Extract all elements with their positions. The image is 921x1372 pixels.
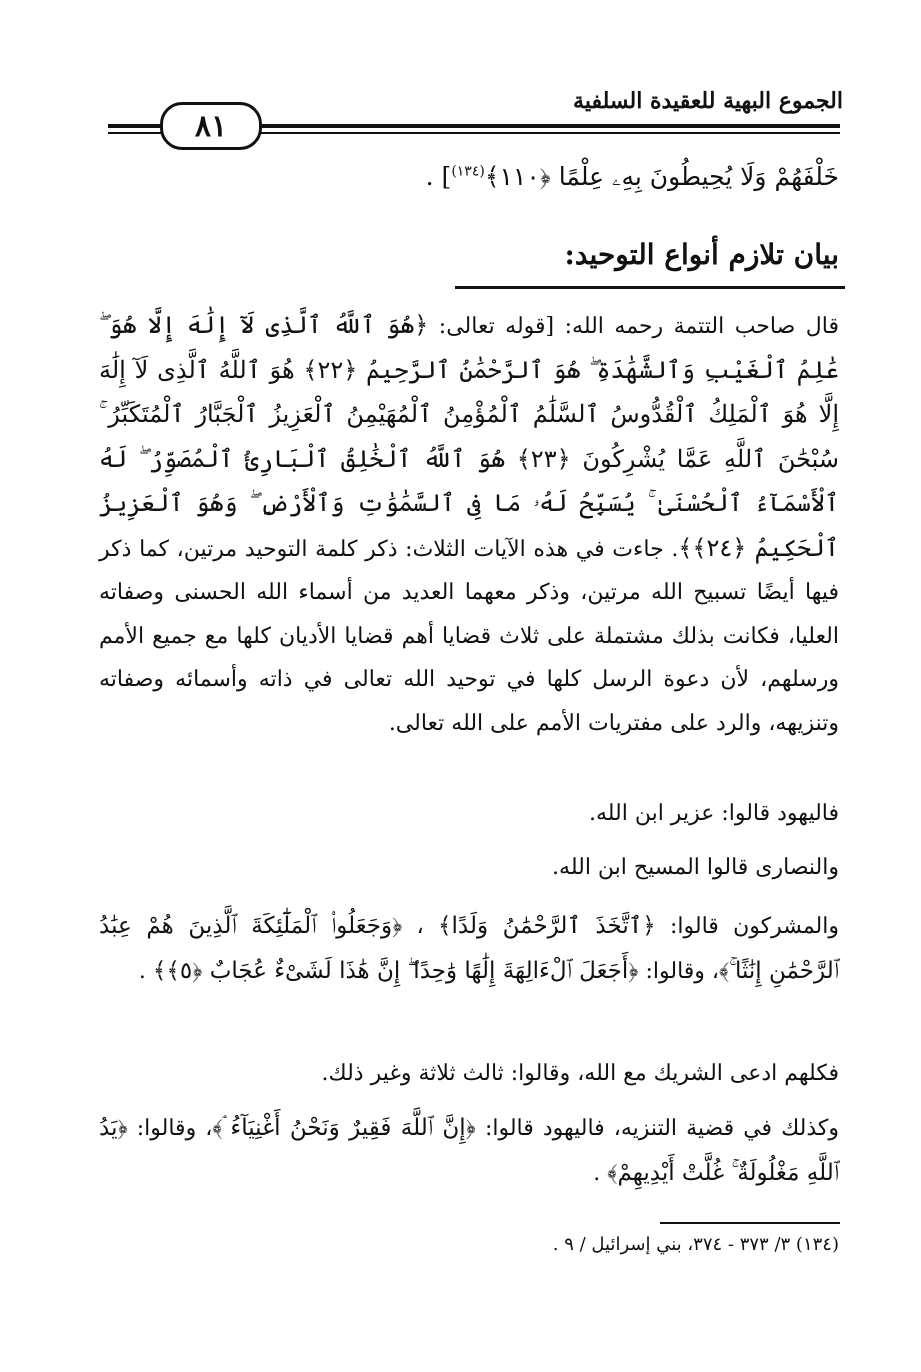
main-verses: ﴿هُوَ ٱللَّهُ ٱلَّذِى لَآ إِلَٰهَ إِلَّا هُوَ ۖ عَٰلِمُ ٱلْغَيْبِ وَٱلشَّهَٰدَةِ ۖ هُوَ ٱلرَّحْمَٰنُ ٱلرَّحِيمُ ﴿٢٢﴾ هُوَ ٱللَّهُ ٱلَّذِى لَآ إِلَٰهَ إِلَّا هُوَ ٱلْمَلِكُ ٱلْقُدُّوسُ ٱلسَّلَٰمُ ٱلْمُؤْمِنُ ٱلْمُهَيْمِنُ ٱلْعَزِيزُ ٱلْجَبَّارُ ٱلْمُتَكَبِّرُ ۚ سُبْحَٰنَ ٱللَّهِ عَمَّا يُشْرِكُونَ ﴿٢٣﴾ هُوَ ٱللَّهُ ٱلْخَٰلِقُ ٱلْبَارِئُ ٱلْمُصَوِّرُ ۖ لَهُ ٱلْأَسْمَآءُ ٱلْحُسْنَىٰ ۚ يُسَبِّحُ لَهُۥ مَا فِى ٱلسَّمَٰوَٰتِ وَٱلْأَرْضِ ۖ وَهُوَ ٱلْعَزِيزُ ٱلْحَكِيمُ ﴿٢٤﴾﴾ <box>99 311 840 562</box>
mushrikun-end: . <box>138 959 146 984</box>
tanzih-mid: ، وقالوا: <box>136 1116 213 1141</box>
top-verse <box>99 162 839 192</box>
tanzih-intro: وكذلك في قضية التنزيه، فاليهود قالوا: <box>484 1116 840 1141</box>
top-verse-text: خَلْفَهُمْ وَلَا يُحِيطُونَ بِهِۦ عِلْمًا ﴿١١٠﴾ <box>484 162 839 191</box>
mushrikun-verse1: ﴿ٱتَّخَذَ ٱلرَّحْمَٰنُ وَلَدًا﴾ <box>438 913 656 939</box>
heading-underline <box>455 286 845 289</box>
main-continuation: . جاءت في هذه الآيات الثلاث: ذكر كلمة التوحيد مرتين، كما ذكر فيها أيضًا تسبيح الله مرتين، وذكر معهما العديد من أسماء الله الحسنى وصفاته العليا، فكانت بذلك مشتملة على ثلاث قضايا أهم قضايا الأديان كلها مع جميع الأمم ورسلهم، لأن دعوة الرسل كلها في توحيد الله تعالى في ذاته وأسمائه وصفاته وتنزيهه، والرد على مفتريات الأمم على الله تعالى. <box>99 536 839 736</box>
tanzih-verse1: ﴿إِنَّ ٱللَّهَ فَقِيرٌ وَنَحْنُ أَغْنِيَآءُ ۘ﴾ <box>212 1115 476 1141</box>
tanzih-verse2: ﴿يَدُ ٱللَّهِ مَغْلُولَةٌ ۚ غُلَّتْ أَيْدِيهِمْ﴾ <box>99 1115 839 1186</box>
paragraph-nasara: والنصارى قالوا المسيح ابن الله. <box>552 855 839 880</box>
top-verse-tail: ] . <box>425 162 452 191</box>
paragraph-kulluhum: فكلهم ادعى الشريك مع الله، وقالوا: ثالث ثلاثة وغير ذلك. <box>321 1061 839 1086</box>
paragraph-tanzih <box>99 1106 839 1196</box>
footnote-rule <box>660 1222 840 1224</box>
paragraph-mushrikun <box>99 904 839 994</box>
mushrikun-verse3: ﴿أَجَعَلَ ٱلْءَالِهَةَ إِلَٰهًا وَٰحِدًا ۖ إِنَّ هَٰذَا لَشَىْءٌ عُجَابٌ ﴿٥﴾﴾ <box>152 958 639 984</box>
footnote: (١٣٤) ٣/ ٣٧٣ - ٣٧٤، بني إسرائيل / ٩ . <box>552 1234 839 1255</box>
tanzih-end: . <box>593 1161 601 1186</box>
page-number <box>160 102 262 150</box>
main-intro: قال صاحب التتمة رحمه الله: [قوله تعالى: <box>438 314 839 339</box>
footnote-ref: (١٣٤) <box>451 163 485 180</box>
running-title: الجموع البهية للعقيدة السلفية <box>573 88 843 114</box>
section-heading: بيان تلازم أنواع التوحيد: <box>564 238 839 271</box>
mushrikun-intro: والمشركون قالوا: <box>670 914 840 939</box>
main-paragraph <box>99 304 839 745</box>
paragraph-yahud: فاليهود قالوا: عزير ابن الله. <box>588 801 839 826</box>
page-number-text: ٨١ <box>194 108 228 144</box>
mushrikun-mid: ، وقالوا: <box>645 959 720 984</box>
mushrikun-sep: ، <box>416 914 424 939</box>
mushrikun-verse2: ﴿وَجَعَلُوا۟ ٱلْمَلَٰٓئِكَةَ ٱلَّذِينَ هُمْ عِبَٰدُ ٱلرَّحْمَٰنِ إِنَٰثًا ۚ﴾ <box>99 913 839 984</box>
